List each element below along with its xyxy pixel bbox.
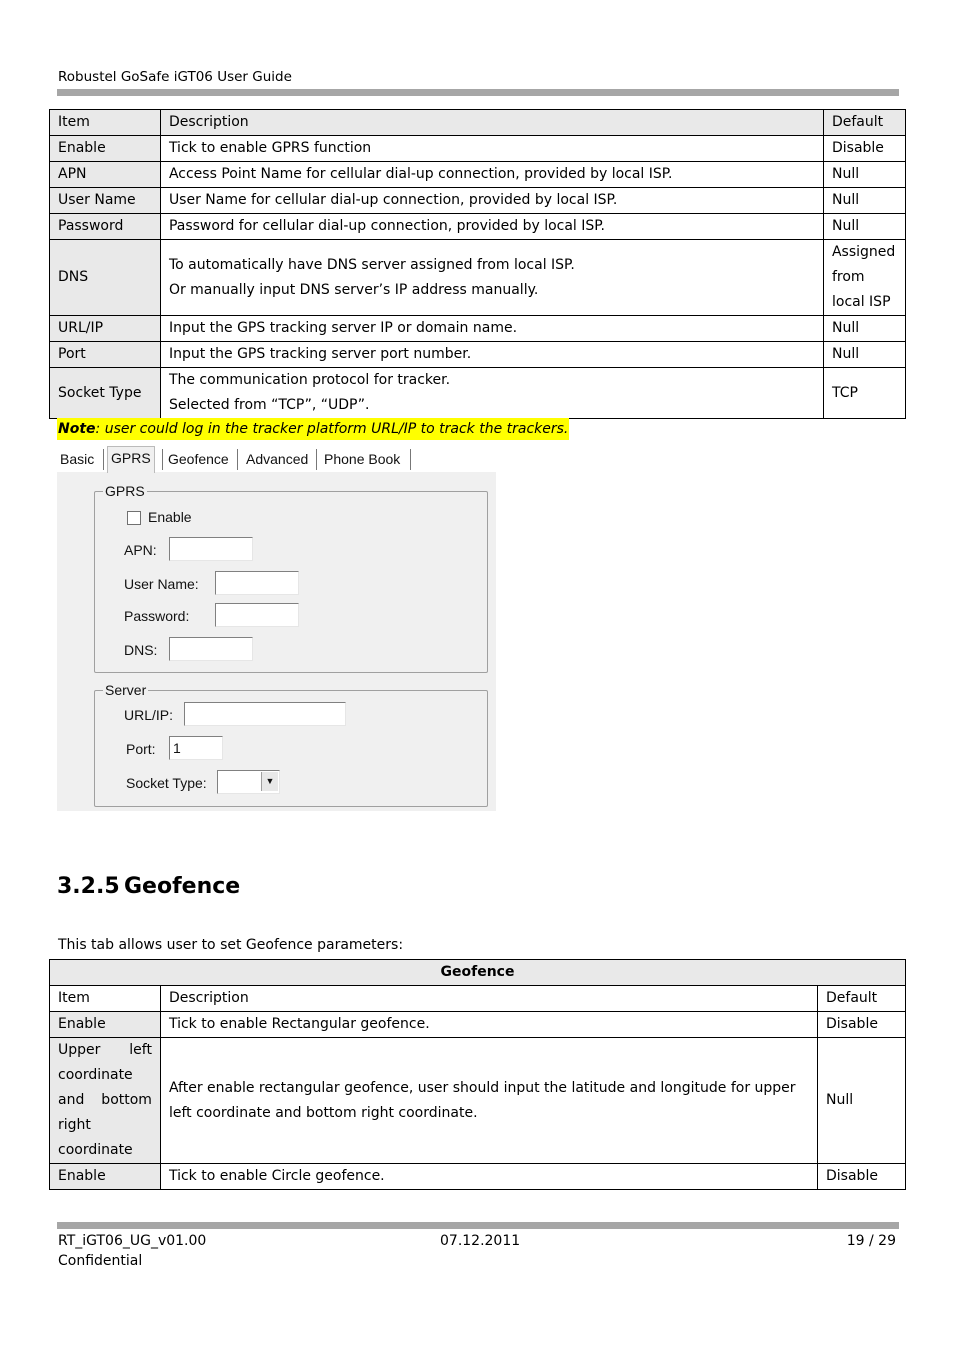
item-cell: URL/IP <box>50 316 161 342</box>
table-row <box>50 162 906 188</box>
default-cell: TCP <box>823 368 905 419</box>
default-cell: Null <box>823 342 905 368</box>
item-cell: Socket Type <box>50 368 161 419</box>
chevron-down-icon[interactable]: ▼ <box>261 772 278 791</box>
description-cell: Input the GPS tracking server port number. <box>160 342 823 368</box>
table-row <box>50 240 906 316</box>
header-rule <box>57 89 899 96</box>
default-cell: Disable <box>818 1012 906 1038</box>
gprs-group-legend: GPRS <box>105 483 145 499</box>
username-label: User Name: <box>124 576 199 592</box>
port-input[interactable]: 1 <box>169 736 223 760</box>
description-cell: Input the GPS tracking server IP or domain name. <box>160 316 823 342</box>
dns-input[interactable] <box>169 637 253 661</box>
table-row <box>50 1038 906 1164</box>
gprs-settings-dialog <box>57 448 496 811</box>
column-header-default: Default <box>818 986 906 1012</box>
default-line: from <box>831 269 865 285</box>
description-cell: Tick to enable Rectangular geofence. <box>160 1012 817 1038</box>
footer-doc-id: RT_iGT06_UG_v01.00 <box>58 1233 207 1249</box>
tab-divider <box>162 449 163 470</box>
socket-type-select[interactable] <box>217 770 280 794</box>
apn-label: APN: <box>124 542 157 558</box>
footer-date: 07.12.2011 <box>440 1233 521 1249</box>
url-ip-label: URL/IP: <box>124 707 174 723</box>
default-cell: Null <box>823 214 905 240</box>
enable-checkbox[interactable] <box>127 511 141 525</box>
description-line: Selected from “TCP”, “UDP”. <box>168 397 370 413</box>
column-header-default: Default <box>823 110 905 136</box>
note-highlight <box>57 418 569 440</box>
default-cell: Null <box>823 162 905 188</box>
server-group-legend: Server <box>105 682 147 698</box>
item-line: and bottom <box>58 1092 152 1108</box>
item-line: Upper left <box>58 1042 152 1058</box>
table-header-row <box>50 110 906 136</box>
default-cell: Disable <box>823 136 905 162</box>
table-row <box>50 188 906 214</box>
description-line: Or manually input DNS server’s IP address manually. <box>168 281 539 298</box>
tab-basic[interactable]: Basic <box>60 451 95 467</box>
description-cell: Access Point Name for cellular dial-up connection, provided by local ISP. <box>160 162 823 188</box>
default-cell: Null <box>823 188 905 214</box>
table-header-row <box>50 986 906 1012</box>
apn-input[interactable] <box>169 537 253 561</box>
description-cell: User Name for cellular dial-up connection, provided by local ISP. <box>160 188 823 214</box>
item-cell: User Name <box>50 188 161 214</box>
tab-divider <box>103 449 104 470</box>
tab-geofence[interactable]: Geofence <box>168 451 229 467</box>
dns-label: DNS: <box>124 642 158 658</box>
note-text: : user could log in the tracker platform URL/IP to track the trackers. <box>95 421 569 437</box>
column-header-description: Description <box>160 986 817 1012</box>
default-cell: Null <box>818 1038 906 1164</box>
table-caption-row <box>50 960 906 986</box>
enable-label: Enable <box>148 509 192 525</box>
username-input[interactable] <box>215 571 299 595</box>
item-cell: Enable <box>50 1164 161 1190</box>
item-cell: Password <box>50 214 161 240</box>
header-title: Robustel GoSafe iGT06 User Guide <box>58 69 292 85</box>
description-line: left coordinate and bottom right coordinate. <box>168 1104 478 1121</box>
item-line: right <box>58 1117 91 1133</box>
item-cell: DNS <box>50 240 161 316</box>
tab-advanced[interactable]: Advanced <box>246 451 309 467</box>
table-row <box>50 342 906 368</box>
item-line: coordinate <box>58 1142 133 1158</box>
geofence-parameter-table <box>49 959 906 1190</box>
footer-classification: Confidential <box>58 1253 143 1269</box>
description-cell <box>160 240 823 316</box>
description-line: To automatically have DNS server assigned from local ISP. <box>168 256 575 273</box>
footer-left <box>58 1231 206 1271</box>
item-cell: APN <box>50 162 161 188</box>
gprs-parameter-table <box>49 109 906 419</box>
note-label: Note <box>58 421 96 437</box>
table-row <box>50 136 906 162</box>
item-line: coordinate <box>58 1067 133 1083</box>
tab-divider <box>316 449 317 470</box>
tab-strip <box>57 448 496 472</box>
table-row <box>50 1012 906 1038</box>
item-cell <box>50 1038 161 1164</box>
tab-gprs[interactable]: GPRS <box>107 446 155 473</box>
footer-page-number: 19 / 29 <box>846 1233 896 1249</box>
tab-divider <box>410 449 411 470</box>
column-header-item: Item <box>50 110 161 136</box>
default-line: local ISP <box>831 294 891 310</box>
section-heading <box>57 874 240 899</box>
port-label: Port: <box>126 741 156 757</box>
section-title: Geofence <box>124 874 241 899</box>
url-ip-input[interactable] <box>184 702 346 726</box>
section-intro: This tab allows user to set Geofence parameters: <box>58 937 404 953</box>
password-input[interactable] <box>215 603 299 627</box>
column-header-description: Description <box>160 110 823 136</box>
description-line: After enable rectangular geofence, user should input the latitude and longitude for upper <box>168 1079 796 1096</box>
socket-type-label: Socket Type: <box>126 775 207 791</box>
description-cell: Tick to enable GPRS function <box>160 136 823 162</box>
description-cell: Password for cellular dial-up connection, provided by local ISP. <box>160 214 823 240</box>
item-cell: Enable <box>50 1012 161 1038</box>
default-cell: Null <box>823 316 905 342</box>
column-header-item: Item <box>50 986 161 1012</box>
footer-rule <box>57 1222 899 1229</box>
password-label: Password: <box>124 608 190 624</box>
description-cell: Tick to enable Circle geofence. <box>160 1164 817 1190</box>
description-cell <box>160 368 823 419</box>
table-row <box>50 316 906 342</box>
description-line: The communication protocol for tracker. <box>168 372 451 388</box>
tab-phone-book[interactable]: Phone Book <box>324 451 401 467</box>
table-row <box>50 1164 906 1190</box>
table-row <box>50 214 906 240</box>
default-cell: Disable <box>818 1164 906 1190</box>
default-cell <box>823 240 905 316</box>
description-cell <box>160 1038 817 1164</box>
table-row <box>50 368 906 419</box>
tab-divider <box>237 449 238 470</box>
default-line: Assigned <box>831 244 896 260</box>
table-caption: Geofence <box>50 960 906 986</box>
item-cell: Enable <box>50 136 161 162</box>
item-cell: Port <box>50 342 161 368</box>
section-number: 3.2.5 <box>57 874 120 899</box>
